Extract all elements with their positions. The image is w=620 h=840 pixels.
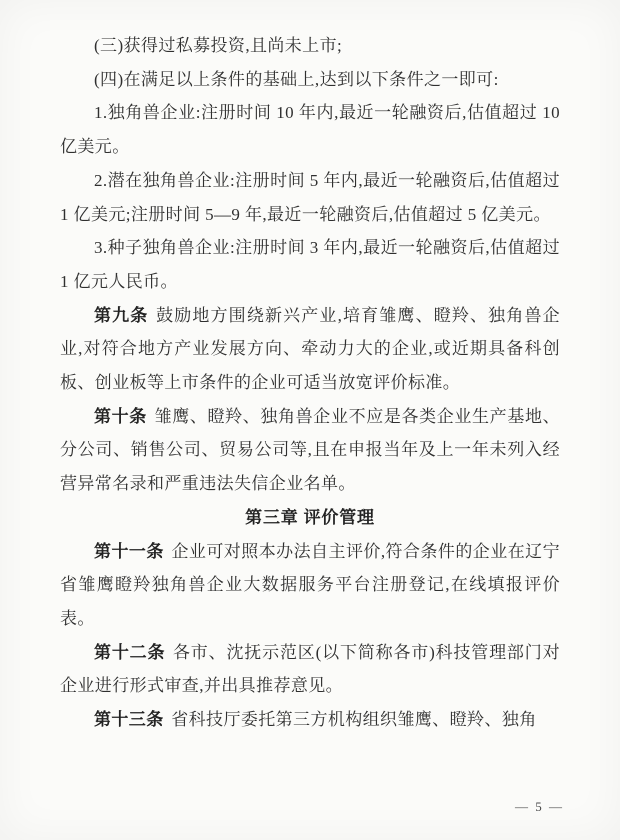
paragraph-text: 各市、沈抚示范区(以下简称各市)科技管理部门对企业进行形式审查,并出具推荐意见。 [60,642,560,696]
article-label: 第十三条 [94,710,164,730]
article-label: 第十二条 [94,642,166,662]
paragraph [60,63,560,97]
paragraph [60,29,560,63]
article-label: 第九条 [94,305,149,325]
paragraph-text: (三)获得过私募投资,且尚未上市; [94,36,343,55]
article-label: 第十一条 [94,541,164,561]
chapter-heading: 第三章 评价管理 [245,507,375,527]
paragraph [60,636,560,703]
paragraph-text: 3.种子独角兽企业:注册时间 3 年内,最近一轮融资后,估值超过 1 亿元人民币。 [60,238,560,291]
paragraph [60,400,560,501]
paragraph-text: 省科技厅委托第三方机构组织雏鹰、瞪羚、独角 [171,710,537,730]
paragraph [60,299,560,400]
page-number: — 5 — [515,799,564,814]
paragraph-text: 1.独角兽企业:注册时间 10 年内,最近一轮融资后,估值超过 10 亿美元。 [60,103,560,157]
paragraph-text: 企业可对照本办法自主评价,符合条件的企业在辽宁省雏鹰瞪羚独角兽企业大数据服务平台注册登记,在线填报评价表。 [60,541,560,628]
paragraph [60,164,560,231]
paragraph-text: 鼓励地方围绕新兴产业,培育雏鹰、瞪羚、独角兽企业,对符合地方产业发展方向、牵动力大的企业,或近期具备科创板、创业板等上市条件的企业可适当放宽评价标准。 [60,305,561,393]
paragraph [60,703,560,737]
paragraph [60,96,560,163]
paragraph-text: (四)在满足以上条件的基础上,达到以下条件之一即可: [94,69,499,89]
paragraph-text: 2.潜在独角兽企业:注册时间 5 年内,最近一轮融资后,估值超过 1 亿美元;注册时间 5—9 年,最近一轮融资后,估值超过 5 亿美元。 [60,170,560,224]
paragraph [60,231,560,298]
paragraph [60,535,560,636]
article-label: 第十条 [94,406,147,426]
paragraph-text: 雏鹰、瞪羚、独角兽企业不应是各类企业生产基地、分公司、销售公司、贸易公司等,且在申报当年及上一年未列入经营异常名录和严重违法失信企业名单。 [60,406,561,494]
